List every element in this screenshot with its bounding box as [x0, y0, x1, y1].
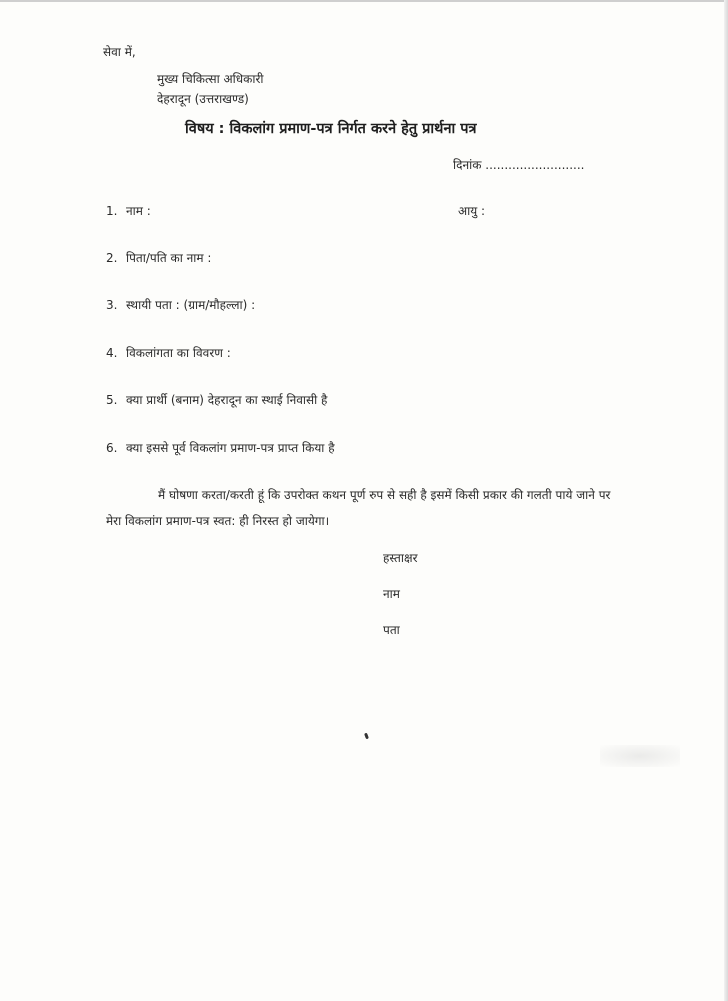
recipient-location: देहरादून (उत्तराखण्ड) — [157, 92, 249, 106]
scan-edge-right — [724, 0, 728, 1001]
field-number: 3. — [106, 298, 118, 312]
signature-name-label: नाम — [383, 587, 400, 601]
signature-address-label: पता — [383, 623, 400, 637]
field-previous-certificate — [106, 440, 335, 456]
date-field: दिनांक .......................... — [453, 158, 585, 172]
field-number: 2. — [106, 251, 118, 265]
field-number: 6. — [106, 441, 118, 455]
field-label: विकलांगता का विवरण : — [126, 346, 231, 360]
field-label: पिता/पति का नाम : — [126, 251, 212, 265]
field-label: क्या इससे पूर्व विकलांग प्रमाण-पत्र प्राप्त किया है — [126, 441, 335, 455]
field-permanent-address — [106, 297, 255, 313]
field-father-husband-name — [106, 250, 211, 266]
field-disability-details — [106, 345, 231, 361]
field-number: 1. — [106, 204, 118, 218]
recipient-designation: मुख्य चिकित्सा अधिकारी — [157, 72, 264, 86]
scan-edge-top — [0, 0, 728, 2]
field-label: क्या प्रार्थी (बनाम) देहरादून का स्थाई निवासी है — [126, 393, 328, 407]
field-label: नाम : — [126, 204, 151, 218]
field-number: 4. — [106, 346, 118, 360]
field-name — [106, 203, 151, 219]
subject-line: विषय : विकलांग प्रमाण-पत्र निर्गत करने हेतु प्रार्थना पत्र — [185, 121, 477, 137]
declaration-paragraph — [106, 482, 626, 534]
ink-mark — [364, 733, 369, 740]
field-label: स्थायी पता : (ग्राम/मौहल्ला) : — [126, 298, 256, 312]
field-age: आयु : — [458, 204, 486, 218]
field-permanent-resident — [106, 392, 327, 408]
declaration-text: मैं घोषणा करता/करती हूं कि उपरोक्त कथन पूर्ण रुप से सही है इसमें किसी प्रकार की गलती पाये जाने पर मेरा विकलांग प्रमाण-पत्र स्वत: ही निरस्त हो जायेगा। — [106, 488, 611, 528]
salutation: सेवा में, — [103, 45, 136, 59]
scan-smudge — [600, 745, 680, 767]
field-number: 5. — [106, 393, 118, 407]
signature-label: हस्ताक्षर — [383, 551, 418, 565]
